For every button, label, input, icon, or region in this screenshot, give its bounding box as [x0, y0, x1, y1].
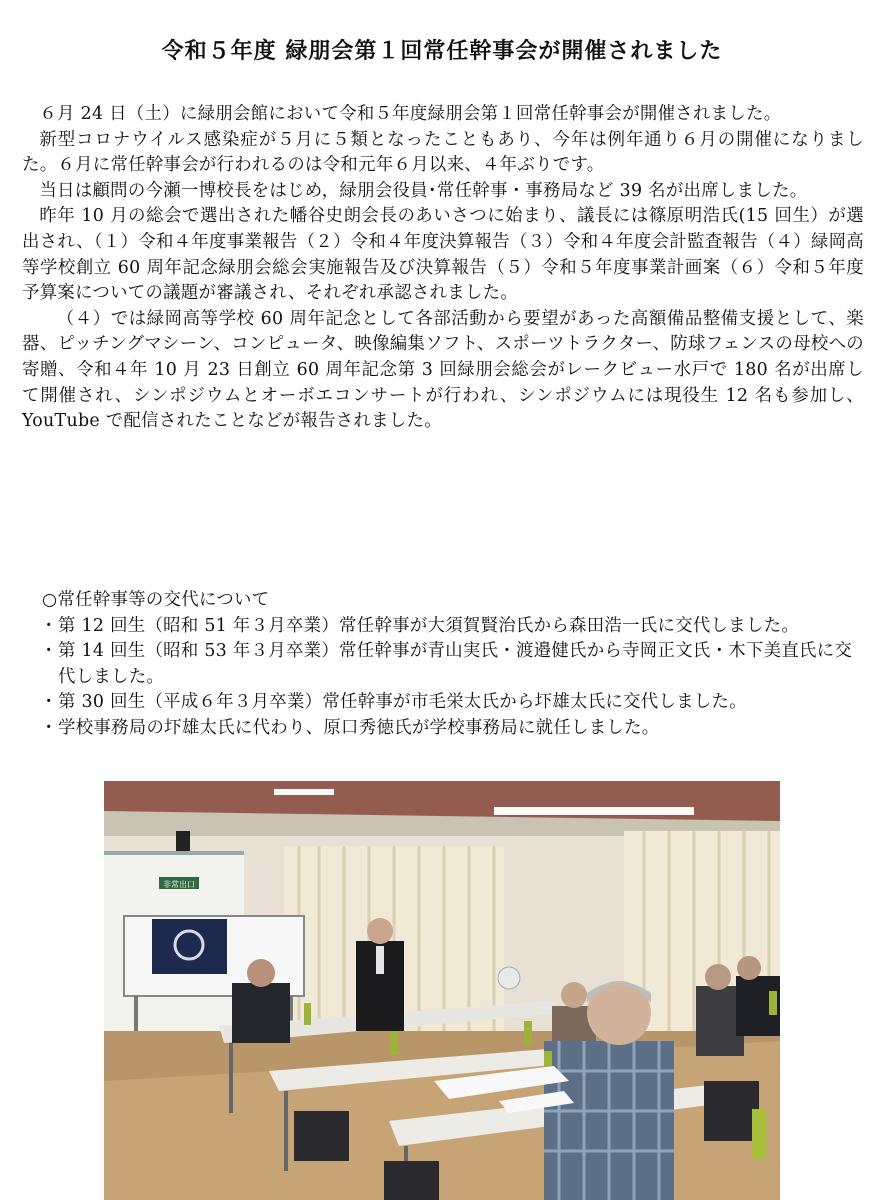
- paragraph-3: 当日は顧問の今瀬一博校長をはじめ，緑朋会役員･常任幹事・事務局など 39 名が出席しました。: [39, 180, 808, 201]
- paragraph-2: 新型コロナウイルス感染症が５月に５類となったこともあり、今年は例年通り６月の開催になりました。６月に常任幹事会が行われるのは令和元年６月以来、４年ぶりです。: [22, 129, 864, 176]
- list-item-text: 第 14 回生（昭和 53 年３月卒業）常任幹事が青山実氏・渡邉健氏から寺岡正文氏・木下美直氏に交代しました。: [58, 641, 853, 687]
- officer-change-section: [22, 588, 864, 742]
- paragraph-5: （４）では緑岡高等学校 60 周年記念として各部活動から要望があった高額備品整備支援として、楽器、ピッチングマシーン、コンピュータ、映像編集ソフト、スポーツトラクター、防球フェンスの母校への寄贈、令和４年 10 月 23 日創立 60 周年記念第 3 回緑朋会総会がレークビュー水戸で 180 名が出席して開催され、シンポジウムとオーボエコンサートが行われ、シンポジウムには現役生 12 名も参加し、YouTube で配信されたことなどが報告されました。: [22, 308, 864, 432]
- list-item: [22, 690, 864, 716]
- paragraph-4: 昨年 10 月の総会で選出された幡谷史朗会長のあいさつに始まり、議長には篠原明浩氏(15 回生）が選出され、（１）令和４年度事業報告（２）令和４年度決算報告（３）令和４年度会計監査報告（４）緑岡高等学校創立 60 周年記念緑朋会総会実施報告及び決算報告（５）令和５年度事業計画案（６）令和５年度予算案についての議題が審議され、それぞれ承認されました。: [22, 206, 864, 304]
- article-body: [22, 102, 864, 435]
- list-item: [22, 614, 864, 640]
- paragraph-1: ６月 24 日（土）に緑朋会館において令和５年度緑朋会第１回常任幹事会が開催されました。: [39, 104, 782, 124]
- meeting-room-illustration: [104, 781, 780, 1200]
- meeting-photo: [104, 781, 780, 1200]
- bullet-mark: ・: [40, 641, 58, 662]
- officer-change-list: [22, 614, 864, 742]
- list-item: [22, 716, 864, 742]
- list-item-text: 学校事務局の圷雄太氏に代わり、原口秀徳氏が学校事務局に就任しました。: [58, 717, 660, 738]
- bullet-mark: ・: [40, 717, 58, 738]
- exit-sign-text: 非常出口: [163, 880, 195, 889]
- bullet-mark: ・: [40, 615, 58, 636]
- list-item-text: 第 12 回生（昭和 51 年３月卒業）常任幹事が大須賀賢治氏から森田浩一氏に交代しました。: [58, 615, 800, 636]
- section-heading: ○常任幹事等の交代について: [42, 590, 270, 610]
- bullet-mark: ・: [40, 692, 58, 713]
- list-item: [22, 639, 864, 690]
- page-title: 令和５年度 緑朋会第１回常任幹事会が開催されました: [161, 39, 723, 64]
- list-item-text: 第 30 回生（平成６年３月卒業）常任幹事が市毛栄太氏から圷雄太氏に交代しました。: [58, 692, 747, 713]
